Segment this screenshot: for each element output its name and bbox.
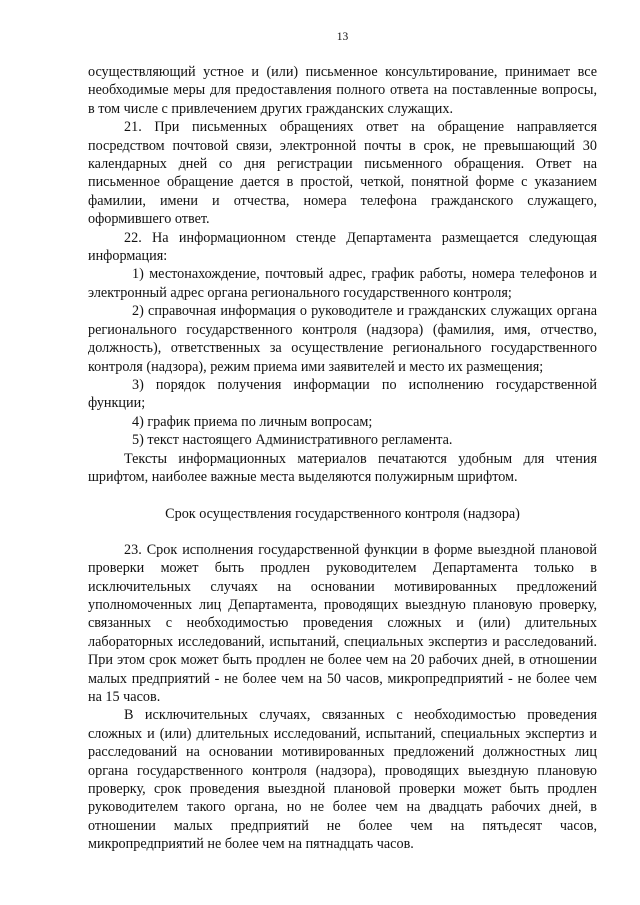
paragraph-continuation: осуществляющий устное и (или) письменное консультирование, принимает все необходимые меры для предоставления полного ответа на поставленные вопросы, в том числе с привлечением других гражданских служащих. bbox=[88, 64, 597, 117]
section-heading: Срок осуществления государственного контроля (надзора) bbox=[165, 506, 520, 523]
paragraph-21: 21. При письменных обращениях ответ на обращение направляется посредством почтовой связи, электронной почты в срок, не превышающий 30 календарных дней со дня регистрации письменного обращения. Ответ на письменное обращение дается в простой, четкой, понятной форме с указанием фамилии, имени и отчества, номера телефона гражданского служащего, оформившего ответ. bbox=[88, 119, 597, 228]
list-item-5: 5) текст настоящего Административного регламента. bbox=[132, 432, 453, 449]
list-item-2: 2) справочная информация о руководителе и гражданских служащих органа регионального государственного контроля (надзора) (фамилия, имя, отчество, должность), ответственных за осуществление регионального государственного контроля (надзора), режим приема ими заявителей и место их размещения; bbox=[88, 303, 597, 375]
page-number: 13 bbox=[336, 31, 349, 43]
paragraph-texts: Тексты информационных материалов печатаются удобным для чтения шрифтом, наиболее важные места выделяются полужирным шрифтом. bbox=[88, 450, 597, 485]
paragraph-exceptional-cases: В исключительных случаях, связанных с необходимостью проведения сложных и (или) длительных исследований, испытаний, специальных экспертиз и расследований на основании мотивированных предложений должностных лиц органа государственного контроля (надзора), проводящих выездную плановую проверку, срок проведения выездной плановой проверки может быть продлен руководителем такого органа, но не более чем на двадцать рабочих дней, в отношении малых предприятий не более чем на пятьдесят часов, микропредприятий не более чем на пятнадцать часов. bbox=[88, 707, 597, 853]
paragraph-23: 23. Срок исполнения государственной функции в форме выездной плановой проверки может быть продлен руководителем Департамента только в исключительных случаях на основании мотивированных предложений уполномоченных лиц Департамента, проводящих выездную плановую проверку, связанных с необходимостью проведения сложных и (или) длительных лабораторных исследований, испытаний, специальных экспертиз и расследований. При этом срок может быть продлен не более чем на 20 рабочих дней, в отношении малых предприятий - не более чем на 50 часов, микропредприятий - не более чем на 15 часов. bbox=[88, 541, 597, 705]
paragraph-22: 22. На информационном стенде Департамента размещается следующая информация: bbox=[88, 229, 597, 265]
list-item-1: 1) местонахождение, почтовый адрес, график работы, номера телефонов и электронный адрес органа регионального государственного контроля; bbox=[88, 266, 597, 301]
list-item-3: 3) порядок получения информации по исполнению государственной функции; bbox=[88, 376, 597, 412]
list-item-4: 4) график приема по личным вопросам; bbox=[132, 413, 373, 430]
document-page bbox=[88, 30, 597, 854]
